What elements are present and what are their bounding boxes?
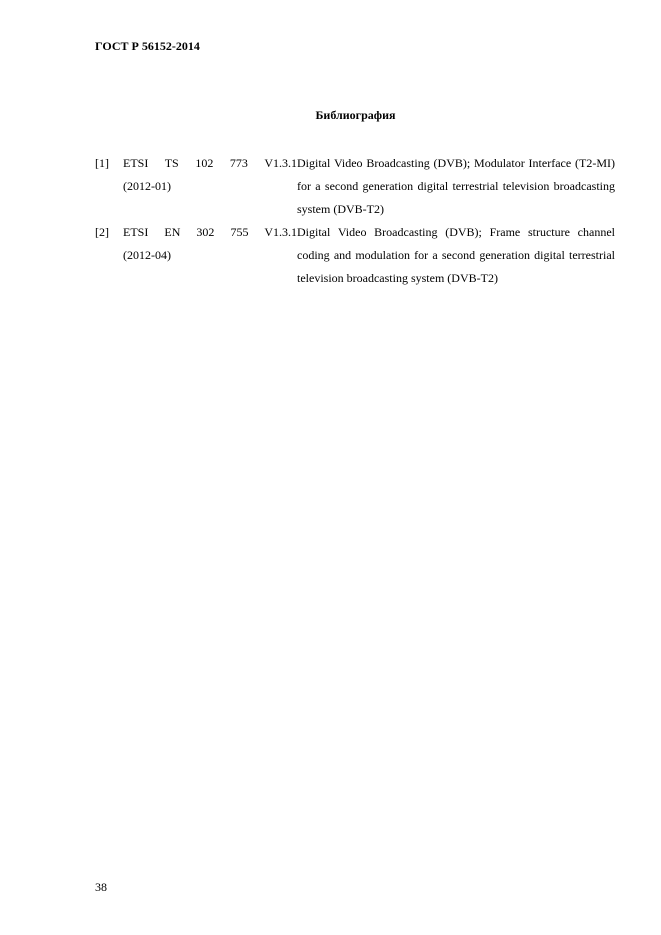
entry-description: Digital Video Broadcasting (DVB); Frame structure channel coding and modulation for a second generation digital terrestrial television broadcasting system (DVB-T2) — [297, 225, 615, 285]
section-title: Библиография — [315, 108, 396, 122]
entry-number: [1] — [95, 156, 109, 170]
entry-description: Digital Video Broadcasting (DVB); Modulator Interface (T2-MI) for a second generation digital terrestrial television broadcasting system (DVB-T2) — [297, 156, 615, 216]
entry-standard-code — [123, 152, 297, 221]
entry-standard-code — [123, 221, 297, 290]
bibliography-list — [95, 152, 615, 290]
entry-number: [2] — [95, 225, 109, 239]
standard-date: (2012-04) — [123, 248, 171, 262]
bibliography-entry — [95, 152, 615, 221]
page-number: 38 — [95, 880, 107, 894]
document-code: ГОСТ Р 56152-2014 — [95, 39, 200, 53]
standard-date: (2012-01) — [123, 179, 171, 193]
standard-code-line: ETSI EN 302 755 V1.3.1 — [123, 225, 297, 239]
standard-code-line: ETSI TS 102 773 V1.3.1 — [123, 156, 297, 170]
bibliography-entry — [95, 221, 615, 290]
